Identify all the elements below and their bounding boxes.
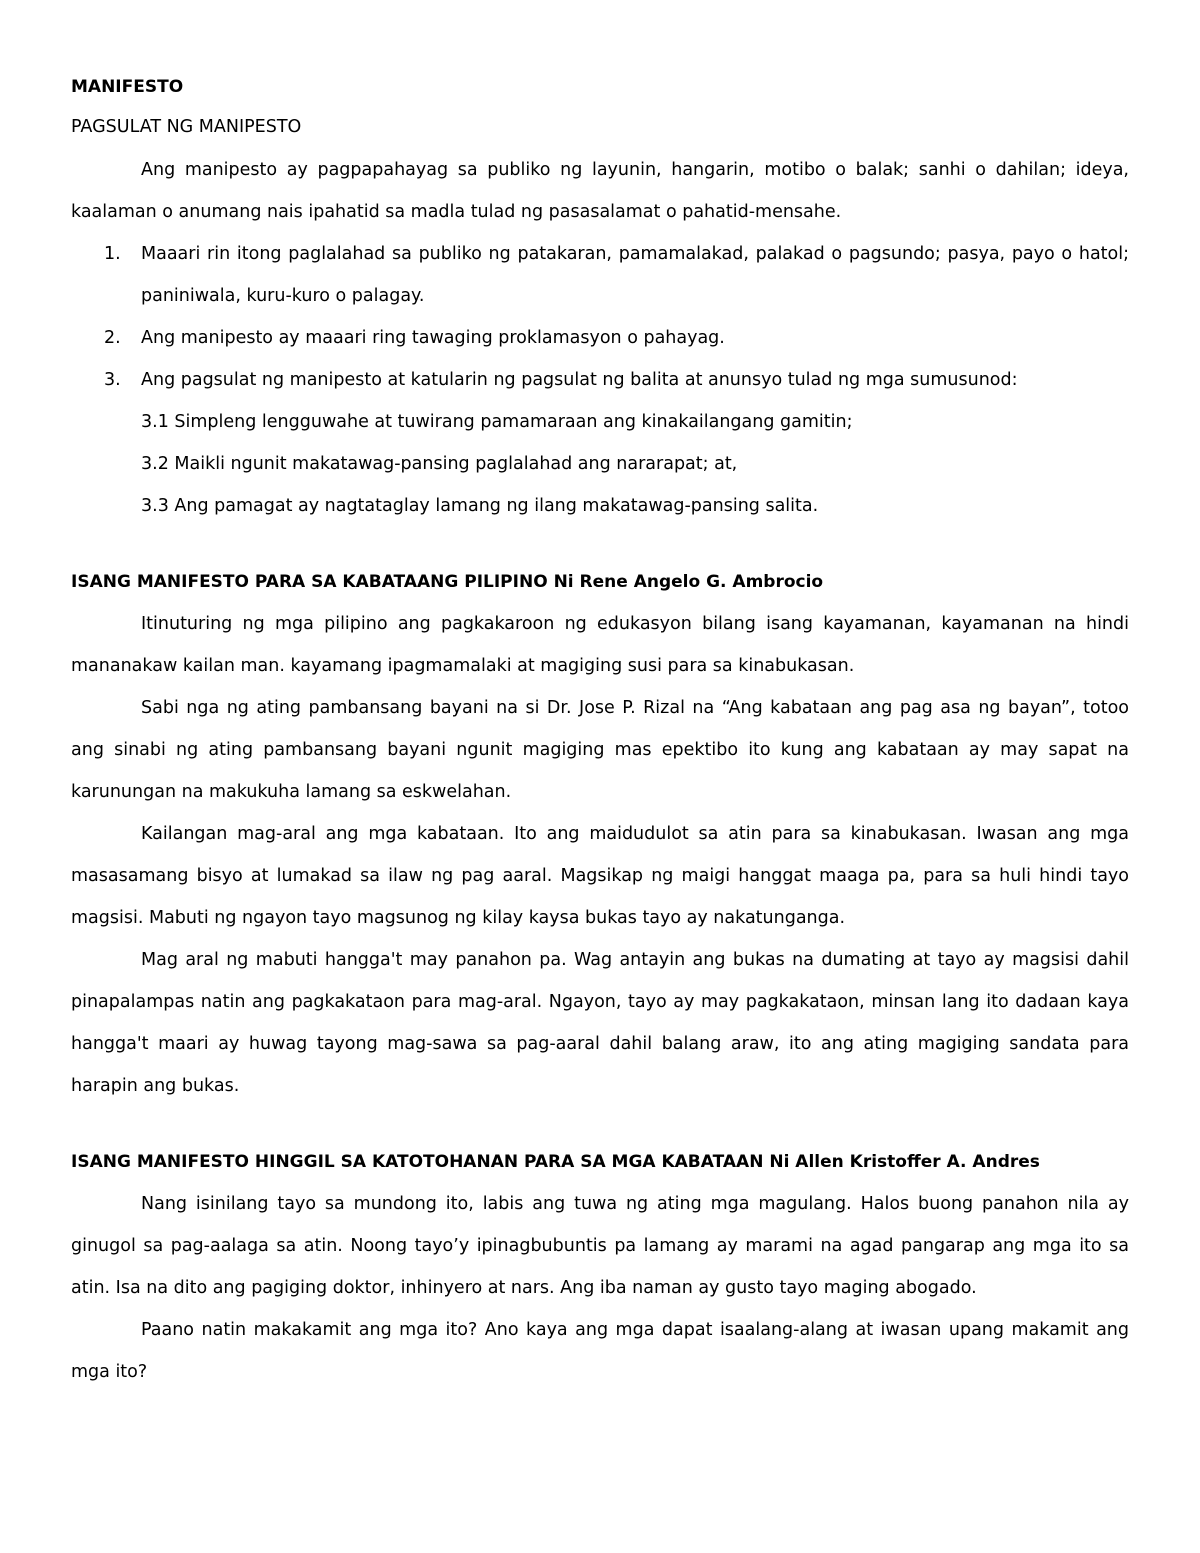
section-heading: ISANG MANIFESTO HINGGIL SA KATOTOHANAN PARA SA MGA KABATAAN Ni Allen Kristoffer A. Andres: [71, 1152, 1040, 1172]
list-number: 1.: [104, 244, 121, 264]
list-item-text: Ang manipesto ay maaari ring tawaging proklamasyon o pahayag.: [141, 328, 725, 348]
manifesto-section-2: [71, 1149, 1129, 1393]
section-paragraph: Itinuturing ng mga pilipino ang pagkakaroon ng edukasyon bilang isang kayamanan, kayamanan na hindi mananakaw kailan man. kayamang ipagmamalaki at magiging susi para sa kinabukasan.: [71, 614, 1129, 676]
intro-paragraph: Ang manipesto ay pagpapahayag sa publiko ng layunin, hangarin, motibo o balak; sanhi o dahilan; ideya, kaalaman o anumang nais ipahatid sa madla tulad ng pasasalamat o pahatid-mensahe.: [71, 160, 1129, 222]
list-item: [71, 233, 1129, 317]
section-paragraph: Nang isinilang tayo sa mundong ito, labis ang tuwa ng ating mga magulang. Halos buong panahon nila ay ginugol sa pag-aalaga sa atin. Noong tayo’y ipinagbubuntis pa lamang ay marami na agad pangarap ang mga ito sa atin. Isa na dito ang pagiging doktor, inhinyero at nars. Ang iba naman ay gusto tayo maging abogado.: [71, 1194, 1129, 1298]
list-item: [71, 317, 1129, 359]
list-item-text: Maaari rin itong paglalahad sa publiko ng patakaran, pamamalakad, palakad o pagsundo; pasya, payo o hatol; paniniwala, kuru-kuro o palagay.: [141, 244, 1129, 306]
sub-item: 3.2 Maikli ngunit makatawag-pansing paglalahad ang nararapat; at,: [141, 454, 738, 474]
list-number: 3.: [104, 370, 121, 390]
sub-item: 3.1 Simpleng lengguwahe at tuwirang pamamaraan ang kinakailangang gamitin;: [141, 412, 853, 432]
list-item-text: Ang pagsulat ng manipesto at katularin ng pagsulat ng balita at anunsyo tulad ng mga sumusunod:: [141, 370, 1018, 390]
section-paragraph: Sabi nga ng ating pambansang bayani na si Dr. Jose P. Rizal na “Ang kabataan ang pag asa ng bayan”, totoo ang sinabi ng ating pambansang bayani ngunit magiging mas epektibo ito kung ang kabataan ay may sapat na karunungan na makukuha lamang sa eskwelahan.: [71, 698, 1129, 802]
section-paragraph: Kailangan mag-aral ang mga kabataan. Ito ang maidudulot sa atin para sa kinabukasan. Iwasan ang mga masasamang bisyo at lumakad sa ilaw ng pag aaral. Magsikap ng maigi hanggat maaga pa, para sa huli hindi tayo magsisi. Mabuti ng ngayon tayo magsunog ng kilay kaysa bukas tayo ay nakatunganga.: [71, 824, 1129, 928]
section-paragraph: Mag aral ng mabuti hangga't may panahon pa. Wag antayin ang bukas na dumating at tayo ay magsisi dahil pinapalampas natin ang pagkakataon para mag-aral. Ngayon, tayo ay may pagkakataon, minsan lang ito dadaan kaya hangga't maari ay huwag tayong mag-sawa sa pag-aaral dahil balang araw, ito ang ating magiging sandata para harapin ang bukas.: [71, 950, 1129, 1096]
document-page: [71, 74, 1129, 1393]
sub-item: 3.3 Ang pamagat ay nagtataglay lamang ng ilang makatawag-pansing salita.: [141, 496, 819, 516]
list-item: [71, 359, 1129, 401]
list-number: 2.: [104, 328, 121, 348]
manifesto-section-1: [71, 569, 1129, 1107]
document-subtitle: PAGSULAT NG MANIPESTO: [71, 117, 302, 137]
section-heading: ISANG MANIFESTO PARA SA KABATAANG PILIPINO Ni Rene Angelo G. Ambrocio: [71, 572, 824, 592]
section-paragraph: Paano natin makakamit ang mga ito? Ano kaya ang mga dapat isaalang-alang at iwasan upang makamit ang mga ito?: [71, 1320, 1129, 1382]
numbered-list: [71, 233, 1129, 401]
document-title: MANIFESTO: [71, 77, 184, 97]
